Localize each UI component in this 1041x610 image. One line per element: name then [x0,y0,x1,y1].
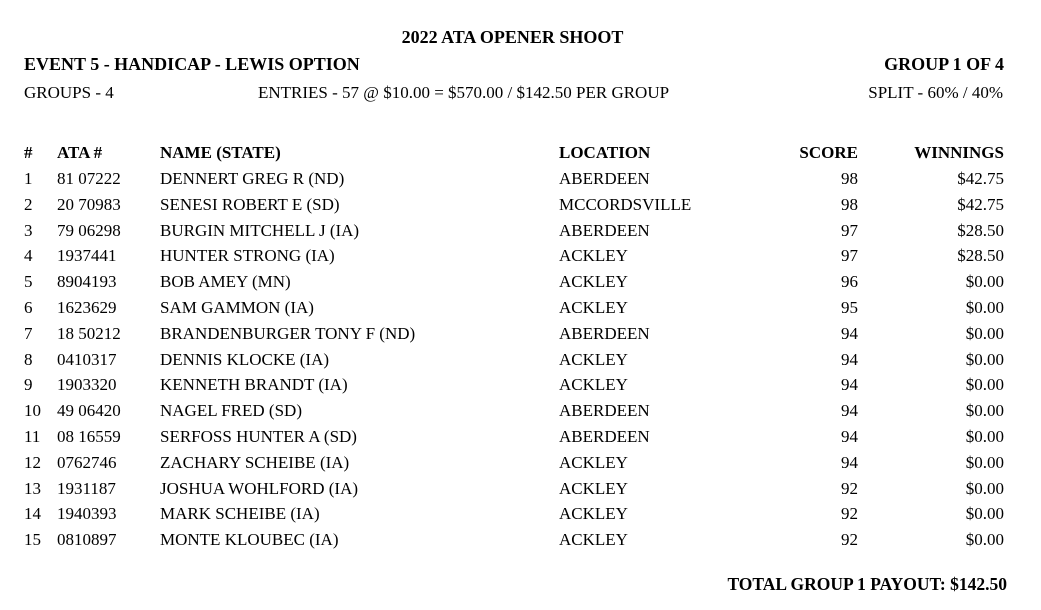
column-header-location: LOCATION [559,143,651,162]
cell-ata: 18 50212 [57,323,121,343]
cell-ata: 0810897 [57,530,117,550]
cell-winnings: $0.00 [965,297,1004,317]
cell-location: ABERDEEN [559,401,650,421]
table-row [24,168,1004,194]
cell-location: ACKLEY [559,504,628,524]
cell-winnings: $0.00 [965,478,1004,498]
cell-number: 8 [24,349,33,369]
cell-name: BURGIN MITCHELL J (IA) [160,220,360,240]
cell-ata: 0410317 [57,349,117,369]
cell-score: 97 [841,220,858,240]
table-row [24,271,1004,297]
page-title: 2022 ATA OPENER SHOOT [401,27,624,47]
results-table [24,142,1004,555]
table-row [24,503,1004,529]
cell-score: 94 [841,375,858,395]
cell-number: 1 [24,169,33,188]
column-header-name: NAME (STATE) [160,143,281,162]
cell-ata: 20 70983 [57,194,121,214]
cell-location: ABERDEEN [559,169,650,188]
cell-number: 14 [24,504,41,524]
cell-ata: 1903320 [57,375,117,395]
cell-name: MONTE KLOUBEC (IA) [160,530,339,550]
cell-location: ABERDEEN [559,220,650,240]
cell-score: 94 [841,426,858,446]
cell-location: ACKLEY [559,478,628,498]
table-row [24,400,1004,426]
table-row [24,297,1004,323]
cell-number: 13 [24,478,41,498]
cell-winnings: $0.00 [965,452,1004,472]
cell-name: HUNTER STRONG (IA) [160,246,335,266]
cell-name: BOB AMEY (MN) [160,272,291,292]
table-row [24,426,1004,452]
cell-score: 94 [841,401,858,421]
cell-winnings: $0.00 [965,401,1004,421]
table-header-row [24,142,1004,168]
cell-number: 2 [24,194,33,214]
cell-location: MCCORDSVILLE [559,194,692,214]
cell-winnings: $0.00 [965,504,1004,524]
cell-ata: 08 16559 [57,426,121,446]
cell-number: 11 [24,426,41,446]
cell-score: 92 [841,530,858,550]
cell-ata: 49 06420 [57,401,121,421]
cell-number: 9 [24,375,33,395]
cell-number: 3 [24,220,33,240]
cell-name: SAM GAMMON (IA) [160,297,314,317]
cell-ata: 8904193 [57,272,117,292]
cell-score: 96 [841,272,858,292]
groups-count: GROUPS - 4 [24,83,114,102]
cell-number: 7 [24,323,33,343]
table-row [24,245,1004,271]
cell-score: 97 [841,246,858,266]
cell-score: 94 [841,323,858,343]
cell-location: ACKLEY [559,452,628,472]
table-row [24,478,1004,504]
cell-ata: 0762746 [57,452,117,472]
entries-summary: ENTRIES - 57 @ $10.00 = $570.00 / $142.50 PER GROUP [258,83,670,102]
cell-number: 6 [24,297,33,317]
cell-ata: 1931187 [57,478,116,498]
cell-location: ABERDEEN [559,426,650,446]
cell-ata: 1623629 [57,297,117,317]
cell-location: ACKLEY [559,530,628,550]
cell-winnings: $0.00 [965,323,1004,343]
cell-winnings: $28.50 [957,220,1004,240]
cell-score: 94 [841,349,858,369]
group-label: GROUP 1 OF 4 [884,54,1004,74]
column-header-ata: ATA # [57,143,103,162]
table-row [24,374,1004,400]
cell-name: KENNETH BRANDT (IA) [160,375,348,395]
table-row [24,220,1004,246]
cell-winnings: $0.00 [965,375,1004,395]
cell-ata: 1937441 [57,246,117,266]
cell-name: MARK SCHEIBE (IA) [160,504,320,524]
cell-winnings: $28.50 [957,246,1004,266]
cell-number: 10 [24,401,41,421]
cell-winnings: $0.00 [965,272,1004,292]
cell-name: ZACHARY SCHEIBE (IA) [160,452,350,472]
column-header-score: SCORE [799,143,858,162]
cell-ata: 81 07222 [57,169,121,188]
cell-winnings: $42.75 [957,169,1004,188]
cell-winnings: $0.00 [965,426,1004,446]
cell-number: 12 [24,452,41,472]
cell-score: 92 [841,504,858,524]
cell-location: ACKLEY [559,246,628,266]
cell-location: ACKLEY [559,375,628,395]
payout-split: SPLIT - 60% / 40% [868,83,1003,102]
column-header-winnings: WINNINGS [914,143,1004,162]
total-payout: TOTAL GROUP 1 PAYOUT: $142.50 [727,574,1007,594]
cell-winnings: $42.75 [957,194,1004,214]
cell-score: 98 [841,169,858,188]
cell-name: SERFOSS HUNTER A (SD) [160,426,357,446]
cell-winnings: $0.00 [965,530,1004,550]
table-row [24,323,1004,349]
cell-score: 94 [841,452,858,472]
cell-name: DENNERT GREG R (ND) [160,169,345,188]
cell-score: 92 [841,478,858,498]
table-row [24,194,1004,220]
cell-location: ACKLEY [559,297,628,317]
column-header-number: # [24,143,33,162]
cell-score: 98 [841,194,858,214]
table-row [24,529,1004,555]
cell-ata: 79 06298 [57,220,121,240]
cell-location: ACKLEY [559,349,628,369]
cell-number: 4 [24,246,33,266]
cell-name: JOSHUA WOHLFORD (IA) [160,478,359,498]
cell-location: ACKLEY [559,272,628,292]
table-body [24,168,1004,555]
cell-number: 15 [24,530,41,550]
table-row [24,452,1004,478]
cell-name: NAGEL FRED (SD) [160,401,302,421]
cell-score: 95 [841,297,858,317]
cell-name: SENESI ROBERT E (SD) [160,194,340,214]
event-name: EVENT 5 - HANDICAP - LEWIS OPTION [24,54,360,74]
cell-name: DENNIS KLOCKE (IA) [160,349,330,369]
cell-location: ABERDEEN [559,323,650,343]
cell-number: 5 [24,272,33,292]
cell-name: BRANDENBURGER TONY F (ND) [160,323,416,343]
cell-winnings: $0.00 [965,349,1004,369]
cell-ata: 1940393 [57,504,117,524]
table-row [24,349,1004,375]
